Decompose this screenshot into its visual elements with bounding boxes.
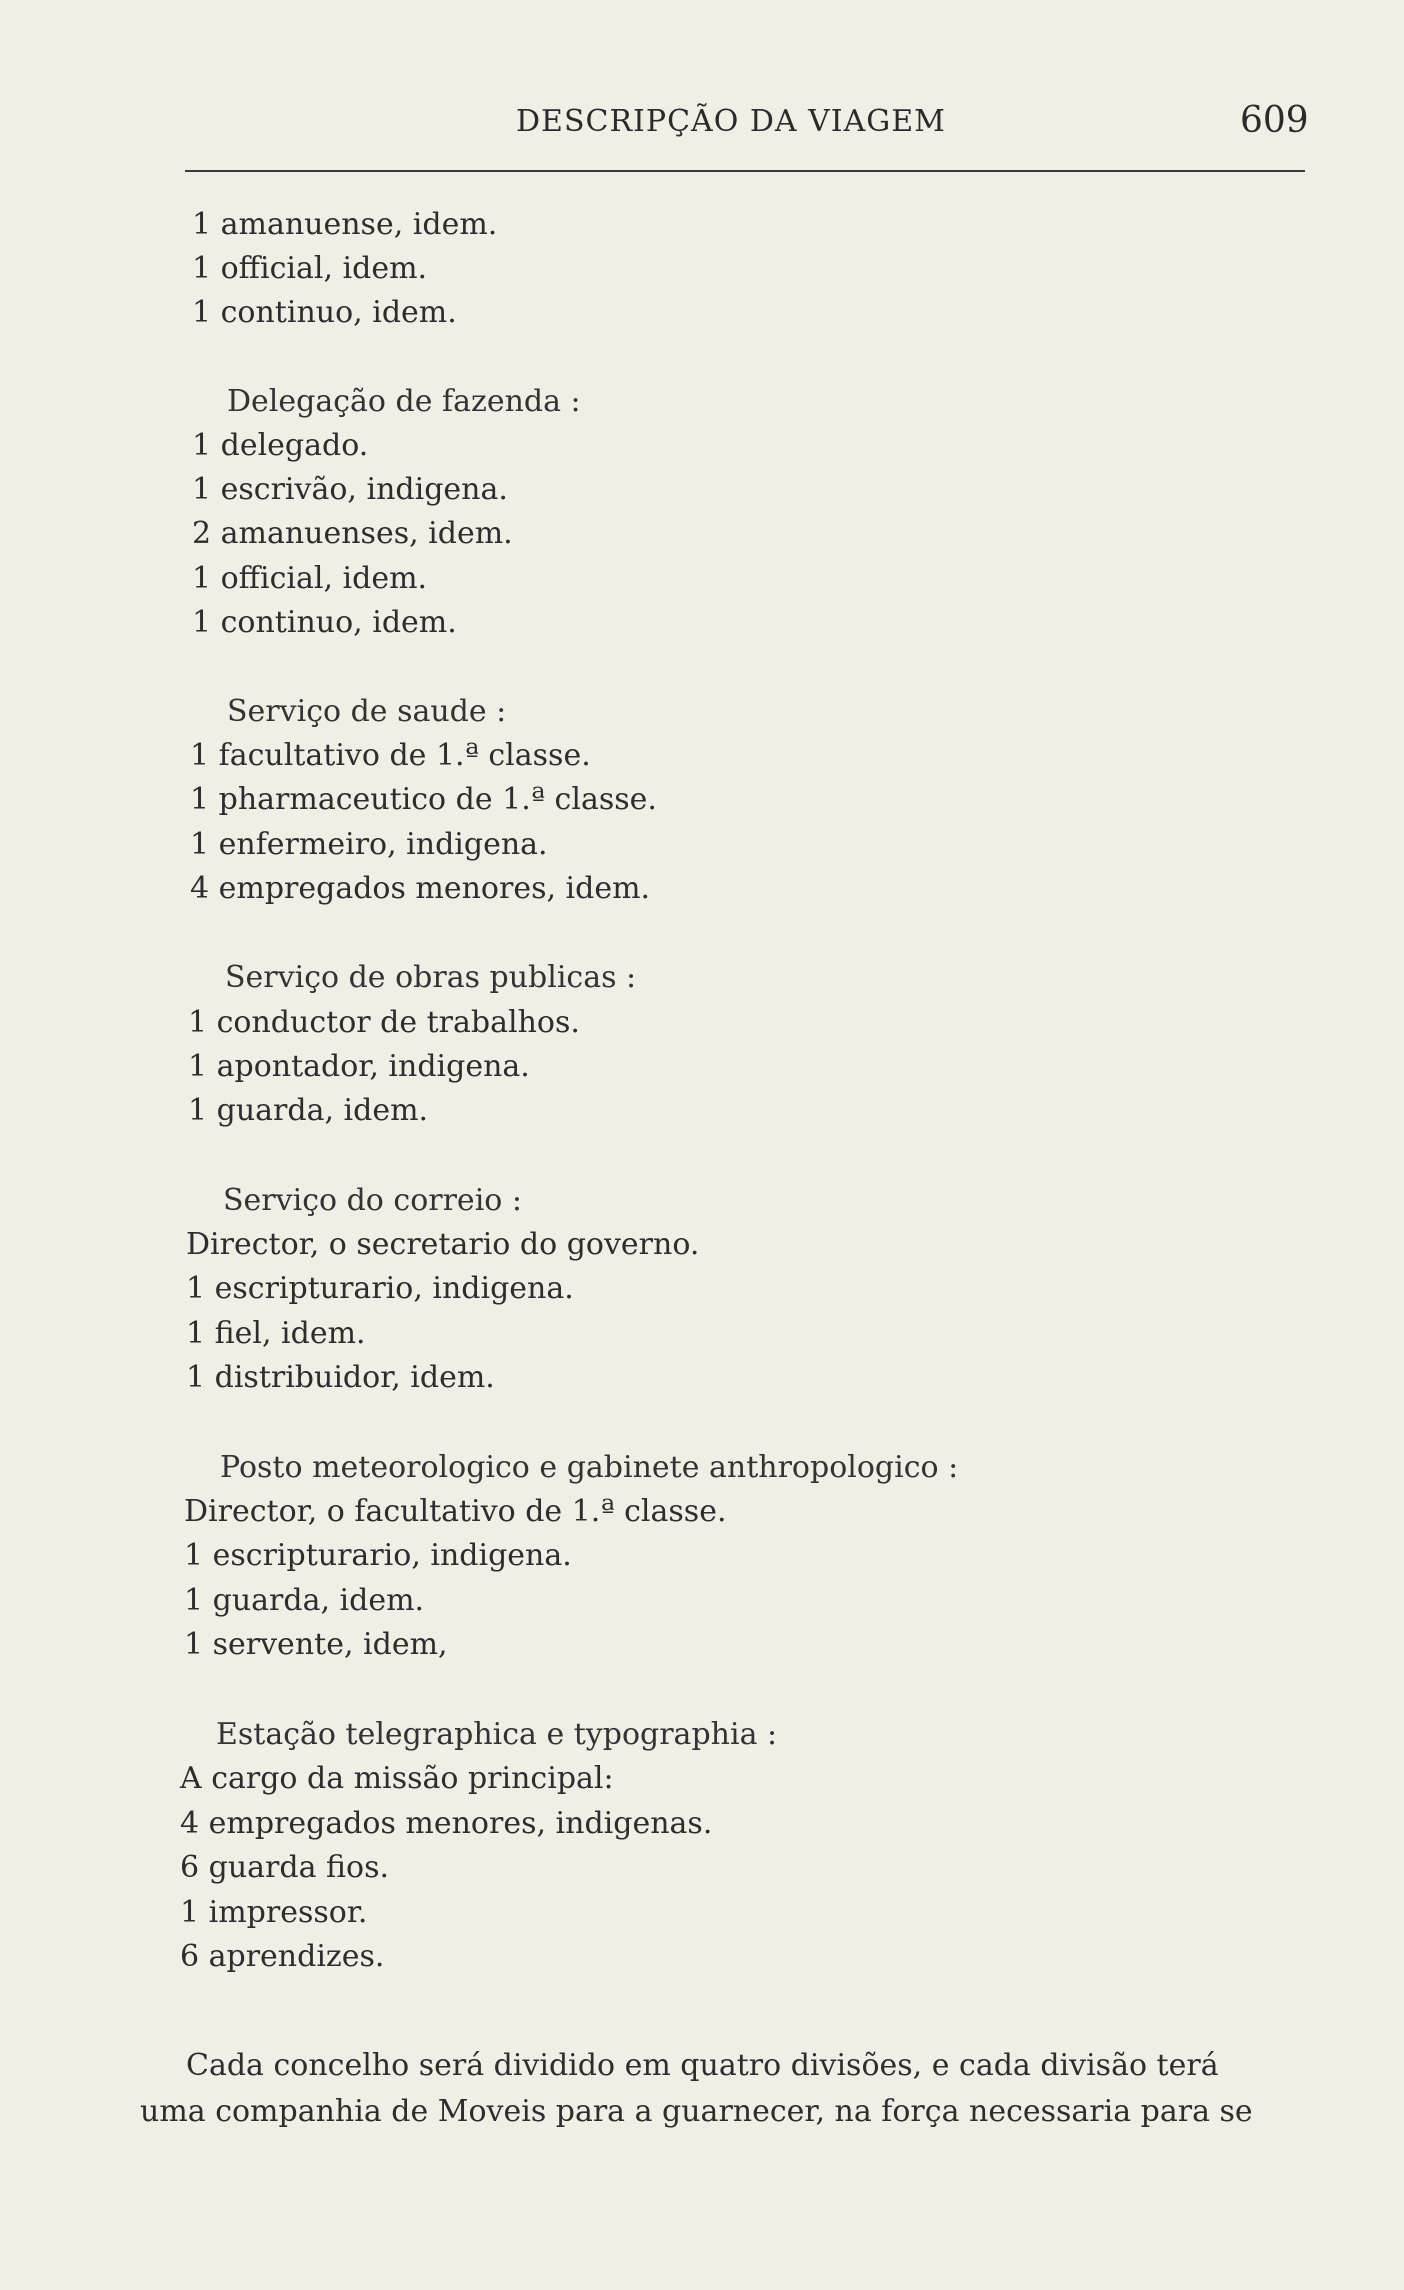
list-item: 1 distribuidor, idem.	[186, 1360, 495, 1395]
section-heading-correio: Serviço do correio :	[223, 1183, 522, 1218]
list-item: 4 empregados menores, idem.	[190, 871, 651, 906]
list-item: 6 guarda fios.	[180, 1850, 390, 1885]
list-item: 1 guarda, idem.	[188, 1093, 429, 1128]
list-item: 1 enfermeiro, indigena.	[190, 827, 548, 862]
header-rule	[185, 170, 1305, 172]
list-item: 1 conductor de trabalhos.	[188, 1005, 580, 1040]
list-item: 1 apontador, indigena.	[188, 1049, 530, 1084]
list-item: 1 escrivão, indigena.	[192, 472, 508, 507]
list-item: 1 escripturario, indigena.	[184, 1538, 572, 1573]
list-item: 1 servente, idem,	[184, 1627, 448, 1662]
list-item: 1 delegado.	[192, 428, 369, 463]
list-item: Director, o secretario do governo.	[186, 1227, 700, 1262]
list-item: 1 pharmaceutico de 1.ª classe.	[190, 782, 657, 817]
section-heading-fazenda: Delegação de fazenda :	[227, 384, 581, 419]
section-heading-telegraphica: Estação telegraphica e typographia :	[216, 1717, 778, 1752]
section-heading-obras: Serviço de obras publicas :	[225, 960, 637, 995]
list-item: 1 impressor.	[180, 1895, 368, 1930]
list-item: 1 fiel, idem.	[186, 1316, 366, 1351]
paragraph-line-1: Cada concelho será dividido em quatro divisões, e cada divisão terá	[186, 2048, 1219, 2083]
paragraph-line-2: uma companhia de Moveis para a guarnecer, na força necessaria para se	[140, 2094, 1253, 2129]
list-item: Director, o facultativo de 1.ª classe.	[184, 1494, 727, 1529]
list-item: 1 guarda, idem.	[184, 1583, 425, 1618]
section-heading-meteorologico: Posto meteorologico e gabinete anthropologico :	[220, 1450, 959, 1485]
list-item: 1 amanuense, idem.	[192, 207, 498, 242]
section-heading-saude: Serviço de saude :	[227, 694, 507, 729]
list-item: 1 continuo, idem.	[192, 295, 457, 330]
list-item: 2 amanuenses, idem.	[192, 516, 513, 551]
list-item: 1 facultativo de 1.ª classe.	[190, 738, 591, 773]
list-item: 1 official, idem.	[192, 251, 428, 286]
list-item: A cargo da missão principal:	[180, 1761, 614, 1796]
list-item: 1 continuo, idem.	[192, 605, 457, 640]
list-item: 6 aprendizes.	[180, 1939, 385, 1974]
list-item: 1 official, idem.	[192, 561, 428, 596]
list-item: 1 escripturario, indigena.	[186, 1271, 574, 1306]
page-number: 609	[1240, 100, 1309, 141]
running-header: DESCRIPÇÃO DA VIAGEM	[516, 104, 946, 139]
list-item: 4 empregados menores, indigenas.	[180, 1806, 713, 1841]
